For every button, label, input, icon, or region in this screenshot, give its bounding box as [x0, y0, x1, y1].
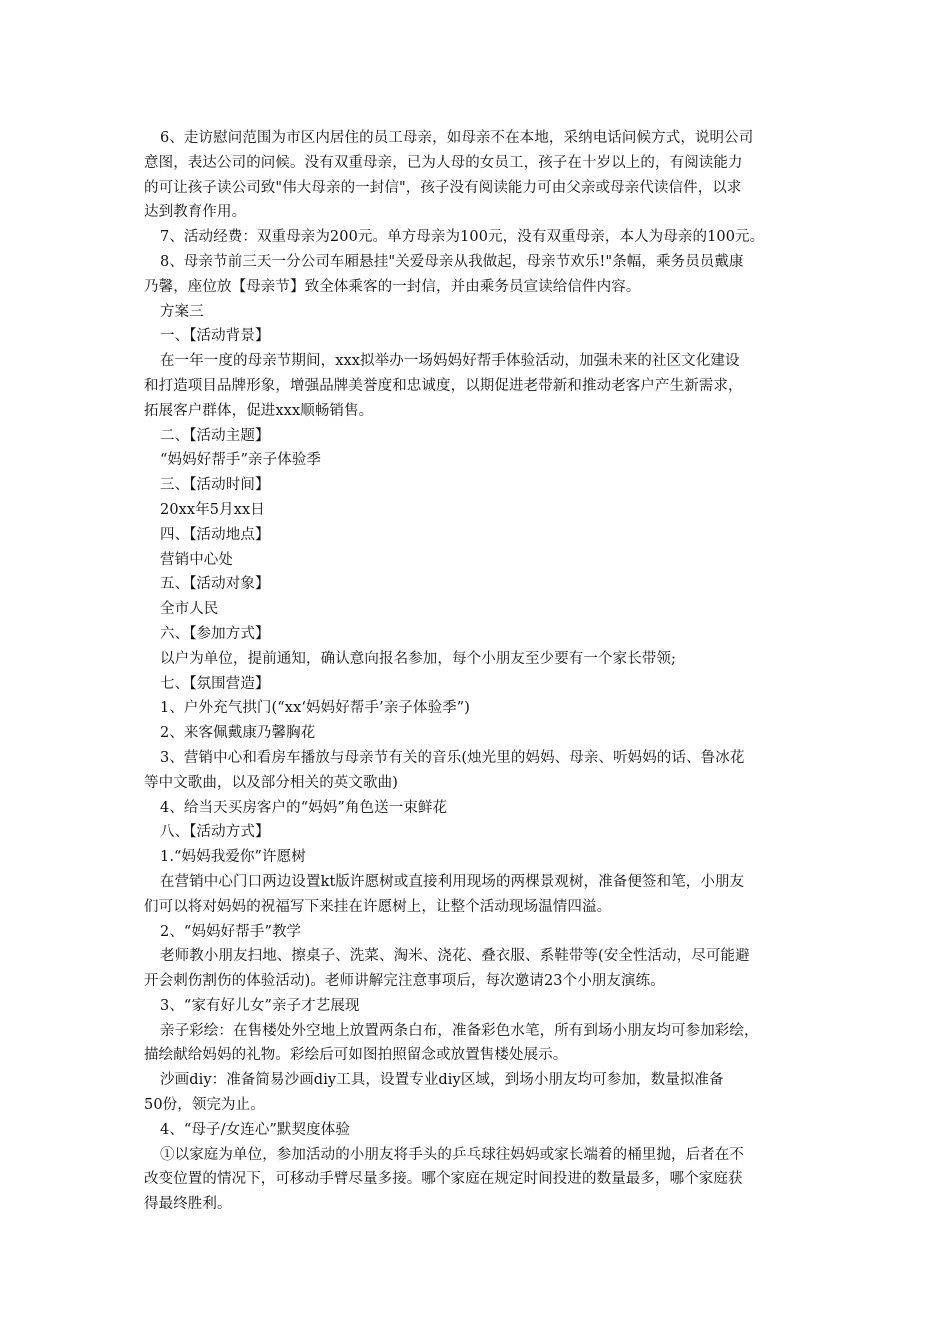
text-line: 老师教小朋友扫地、擦桌子、洗菜、淘米、浇花、叠衣服、系鞋带等(安全性活动，尽可能避 [160, 948, 750, 965]
text-line: 6、走访慰问范围为市区内居住的员工母亲，如母亲不在本地，采纳电话问候方式，说明公司 [160, 130, 754, 146]
text-line: 一、【活动背景】 [160, 328, 270, 345]
text-line: 在营销中心门口两边设置kt版许愿树或直接利用现场的两棵景观树，准备便签和笔，小朋友 [160, 873, 745, 890]
text-line: 50份，领完为止。 [144, 1097, 265, 1114]
text-line: 二、【活动主题】 [160, 427, 270, 444]
text-line: 的可让孩子读公司致"伟大母亲的一封信"，孩子没有阅读能力可由父亲或母亲代读信件，以求 [144, 179, 742, 196]
text-line: 们可以将对妈妈的祝福写下来挂在许愿树上，让整个活动现场温情四溢。 [144, 898, 612, 915]
text-line: 4、给当天买房客户的“妈妈”角色送一束鲜花 [160, 799, 448, 816]
text-line: 三、【活动时间】 [160, 477, 270, 494]
text-line: 改变位置的情况下，可移动手臂尽量多接。哪个家庭在规定时间投进的数量最多，哪个家庭获 [144, 1171, 743, 1188]
text-line: 亲子彩绘：在售楼处外空地上放置两条白布，准备彩色水笔，所有到场小朋友均可参加彩绘， [160, 1022, 759, 1039]
text-line: 沙画diy：准备简易沙画diy工具，设置专业diy区域，到场小朋友均可参加，数量拟准备 [160, 1072, 724, 1089]
text-line: 四、【活动地点】 [160, 526, 270, 543]
text-line: ①以家庭为单位，参加活动的小朋友将手头的乒乓球往妈妈或家长端着的桶里抛，后者在不 [160, 1146, 744, 1163]
text-line: 得最终胜利。 [144, 1196, 232, 1213]
text-line: 乃馨，座位放【母亲节】致全体乘客的一封信，并由乘务员宣读给信件内容。 [144, 278, 641, 295]
text-line: 描绘献给妈妈的礼物。彩绘后可如图拍照留念或放置售楼处展示。 [144, 1047, 568, 1064]
text-line: 意图，表达公司的问候。没有双重母亲，已为人母的女员工，孩子在十岁以上的，有阅读能力 [144, 154, 743, 171]
document-page [144, 126, 816, 1217]
text-line: “妈妈好帮手”亲子体验季 [160, 452, 322, 469]
text-line: 7、活动经费：双重母亲为200元。单方母亲为100元，没有双重母亲，本人为母亲的100元。 [160, 229, 765, 246]
text-line: 1、户外充气拱门(“xx‘妈妈好帮手’亲子体验季”) [160, 700, 471, 717]
text-line: 全市人民 [160, 601, 219, 618]
text-line: 在一年一度的母亲节期间，xxx拟举办一场妈妈好帮手体验活动，加强未来的社区文化建设 [160, 353, 740, 370]
text-line: 3、“家有好儿女”亲子才艺展现 [160, 997, 360, 1014]
text-line: 等中文歌曲，以及部分相关的英文歌曲) [144, 774, 398, 791]
text-line: 八、【活动方式】 [160, 824, 270, 841]
text-line: 1.“妈妈我爱你”许愿树 [160, 849, 306, 866]
text-line: 3、营销中心和看房车播放与母亲节有关的音乐(烛光里的妈妈、母亲、听妈妈的话、鲁冰花 [160, 749, 745, 766]
text-line: 达到教育作用。 [144, 204, 247, 221]
text-line: 六、【参加方式】 [160, 625, 270, 642]
text-line: 五、【活动对象】 [160, 576, 270, 593]
text-line: 2、“妈妈好帮手”教学 [160, 923, 302, 940]
text-line: 七、【氛围营造】 [160, 675, 270, 692]
text-line: 方案三 [160, 303, 204, 320]
text-line: 和打造项目品牌形象，增强品牌美誉度和忠诚度，以期促进老带新和推动老客户产生新需求， [144, 377, 743, 394]
text-line: 以户为单位，提前通知，确认意向报名参加，每个小朋友至少要有一个家长带领; [160, 650, 676, 667]
text-line: 4、“母子/女连心”默契度体验 [160, 1121, 350, 1138]
text-line: 8、母亲节前三天一分公司车厢悬挂"关爱母亲从我做起，母亲节欢乐!"条幅，乘务员员戴康 [160, 253, 744, 270]
text-line: 开会刺伤割伤的体验活动)。老师讲解完注意事项后，每次邀请23个小朋友演练。 [144, 973, 665, 990]
text-line: 2、来客佩戴康乃馨胸花 [160, 725, 316, 742]
text-line: 拓展客户群体，促进xxx顺畅销售。 [144, 402, 374, 419]
text-line: 20xx年5月xx日 [160, 501, 265, 518]
text-line: 营销中心处 [160, 551, 233, 568]
